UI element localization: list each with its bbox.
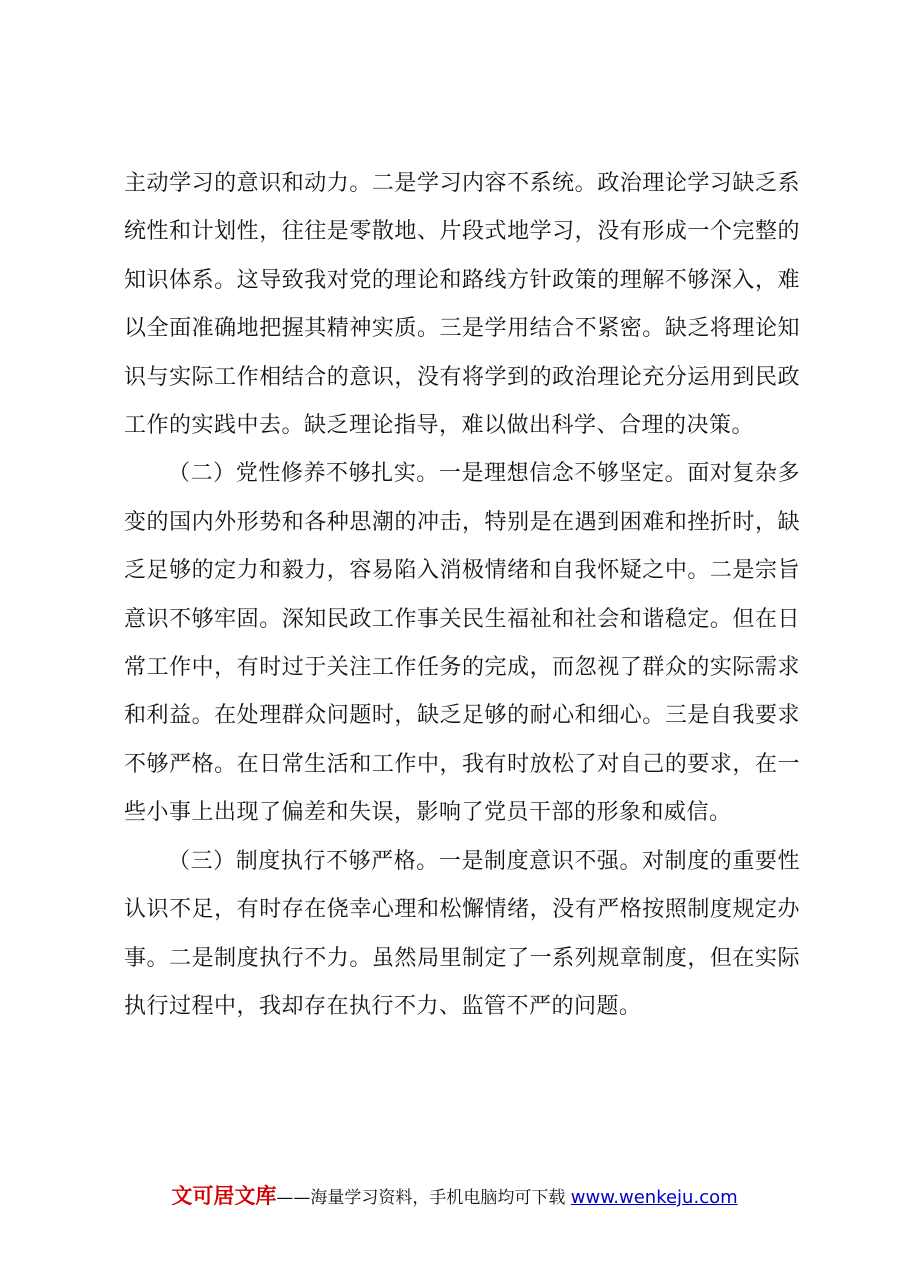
paragraph-2: （二）党性修养不够扎实。一是理想信念不够坚定。面对复杂多变的国内外形势和各种思潮的冲击，特别是在遇到困难和挫折时，缺乏足够的定力和毅力，容易陷入消极情绪和自我怀疑之中。二是宗旨意识不够牢固。深知民政工作事关民生福祉和社会和谐稳定。但在日常工作中，有时过于关注工作任务的完成，而忽视了群众的实际需求和利益。在处理群众问题时，缺乏足够的耐心和细心。三是自我要求不够严格。在日常生活和工作中，我有时放松了对自己的要求，在一些小事上出现了偏差和失误，影响了党员干部的形象和威信。 [124, 461, 800, 826]
footer-brand: 文可居文库 [171, 1184, 277, 1208]
document-body [124, 160, 800, 1031]
footer-url-link[interactable]: www.wenkeju.com [570, 1187, 738, 1208]
paragraph-1: 主动学习的意识和动力。二是学习内容不系统。政治理论学习缺乏系统性和计划性，往往是零散地、片段式地学习，没有形成一个完整的知识体系。这导致我对党的理论和路线方针政策的理解不够深入，难以全面准确地把握其精神实质。三是学用结合不紧密。缺乏将理论知识与实际工作相结合的意识，没有将学到的政治理论充分运用到民政工作的实践中去。缺乏理论指导，难以做出科学、合理的决策。 [124, 171, 800, 439]
footer-slogan: ——海量学习资料，手机电脑均可下载 [276, 1188, 566, 1208]
footer-banner [0, 1180, 909, 1210]
paragraph-3: （三）制度执行不够严格。一是制度意识不强。对制度的重要性认识不足，有时存在侥幸心理和松懈情绪，没有严格按照制度规定办事。二是制度执行不力。虽然局里制定了一系列规章制度，但在实际执行过程中，我却存在执行不力、监管不严的问题。 [124, 848, 800, 1019]
